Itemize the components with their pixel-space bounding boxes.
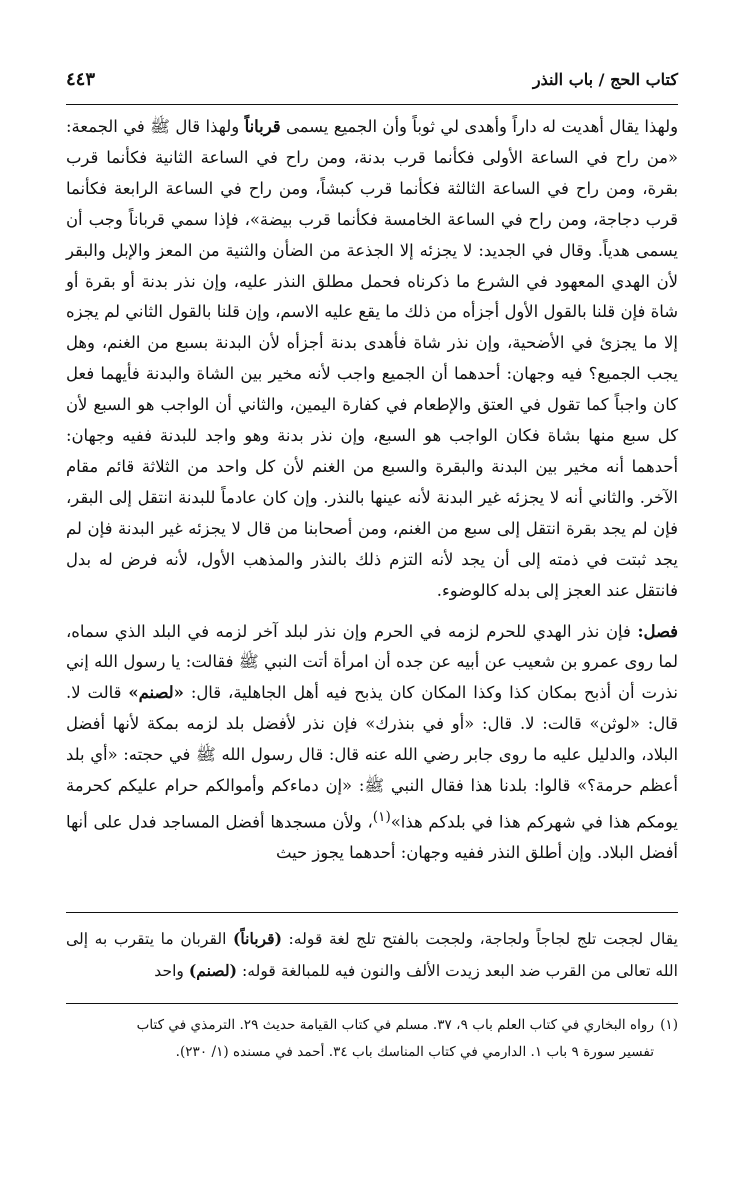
footnote-rule [66,1003,678,1004]
bold-term: (لصنم) [188,961,238,980]
footnote [66,1012,678,1066]
explanation-notes [66,912,678,987]
section-label: فصل: [637,621,678,641]
text-run: قالت لا. قال: «لوثن» قالت: لا. قال: «أو في بنذرك» فإن نذر لأفضل بلد لزمه بمكة لأنها أفضل البلاد، والدليل عليه ما روى جابر رضي الله عنه قال: قال رسول الله ﷺ في حجته: «أي بلد أعظم حرمة؟» قالوا: بلدنا هذا فقال النبي ﷺ: «إن دماءكم وأموالكم حرام عليكم كحرمة يومكم هذا في شهركم هذا في بلدكم هذا» [66,683,678,832]
bold-term: (قرباناً) [233,929,282,948]
footnote-ref: (١) [372,808,391,825]
notes-rule [66,912,678,913]
page-number: ٤٤٣ [66,68,96,90]
footnote-line [66,1012,678,1039]
text-run: واحد [154,962,189,980]
text-run: يقال لججت تلج لجاجاً ولجاجة، ولججت بالفتح تلج لغة قوله: [282,930,678,948]
bold-term: «لصنم» [128,683,184,703]
paragraph-hady [66,112,678,607]
text-run: القربان ما يتقرب به إلى الله تعالى من القرب ضد البعد زيدت الألف والنون فيه للمبالغة قوله: [66,930,678,980]
header-rule [66,104,678,105]
main-text [66,112,678,869]
running-header [66,64,678,94]
footnote-text: رواه البخاري في كتاب العلم باب ٩، ٣٧. مسلم في كتاب القيامة حديث ٢٩. الترمذي في كتاب [136,1017,655,1033]
footnote-line: تفسير سورة ٩ باب ١. الدارمي في كتاب المناسك باب ٣٤. أحمد في مسنده (١/ ٢٣٠). [175,1044,654,1060]
chapter-title: كتاب الحج / باب النذر [532,69,678,89]
bold-term: قرباناً [244,117,281,136]
explanation-text [66,923,678,987]
text-run: فإن نذر الهدي للحرم لزمه في الحرم وإن نذر لبلد آخر لزمه في البلد الذي سماه، لما روى عمرو بن شعيب عن أبيه عن جده أن امرأة أتت النبي ﷺ فقالت: يا رسول الله إني نذرت أن أذبح بمكان كذا وكذا المكان كان يذبح فيه أهل الجاهلية، قال: [66,621,678,703]
text-run: ولهذا قال ﷺ في الجمعة: «من راح في الساعة الأولى فكأنما قرب بدنة، ومن راح في الساعة الثانية فكأنما قرب بقرة، ومن راح في الساعة الثالثة فكأنما قرب كبشاً، ومن راح في الساعة الرابعة فكأنما قرب دجاجة، ومن راح في الساعة الخامسة فكأنما قرب بيضة»، فإذا سمي قرباناً وجب أن يسمى هدياً. وقال في الجديد: لا يجزئه إلا الجذعة من الضأن والثنية من المعز والإبل والبقر لأن الهدي المعهود في الشرع ما ذكرناه فحمل مطلق النذر عليه، وإن نذر بدنة أو بقرة أو شاة فإن قلنا بالقول الأول أجزأه من ذلك ما يقع عليه الاسم، وإن قلنا بالقول الثاني لم يجزه إلا ما يجزئ في الأضحية، وإن نذر شاة فأهدى بدنة أجزأه لأن البدنة بسبع من الغنم، وهل يجب الجميع؟ فيه وجهان: أحدهما أن الجميع واجب لأنه مخير بين الشاة والبدنة فأيهما فعل كان واجباً كما تقول في العتق والإطعام في كفارة اليمين، والثاني أن الواجب هو السبع لأن كل سبع منها بشاة فكان الواجب هو السبع، وإن نذر بدنة وهو واجد للبدنة ففيه وجهان: أحدهما أنه مخير بين البدنة والبقرة والسبع من الغنم لأن كل واحد من الثلاثة قائم مقام الآخر. والثاني أنه لا يجزئه غير البدنة لأنه عينها بالنذر. وإن كان عادماً للبدنة انتقل إلى البقر، فإن لم يجد بقرة انتقل إلى سبع من الغنم، ومن أصحابنا من قال لا يجزئه غير البدنة فإن لم يجد ثبتت في ذمته إلى أن يجد لأنه التزم ذلك بالنذر والمذهب الأول، لأنه فرض له بدل فانتقل عند العجز إلى بدله كالوضوء. [66,117,678,600]
footnote-number: (١) [660,1017,678,1033]
text-run: ولهذا يقال أهديت له داراً وأهدى لي ثوباً وأن الجميع يسمى [280,117,679,136]
paragraph-fasl [66,617,678,870]
text-run: ، ولأن مسجدها أفضل المساجد فدل على أنها أفضل البلاد. وإن أطلق النذر ففيه وجهان: أحدهما يجوز حيث [66,812,678,863]
